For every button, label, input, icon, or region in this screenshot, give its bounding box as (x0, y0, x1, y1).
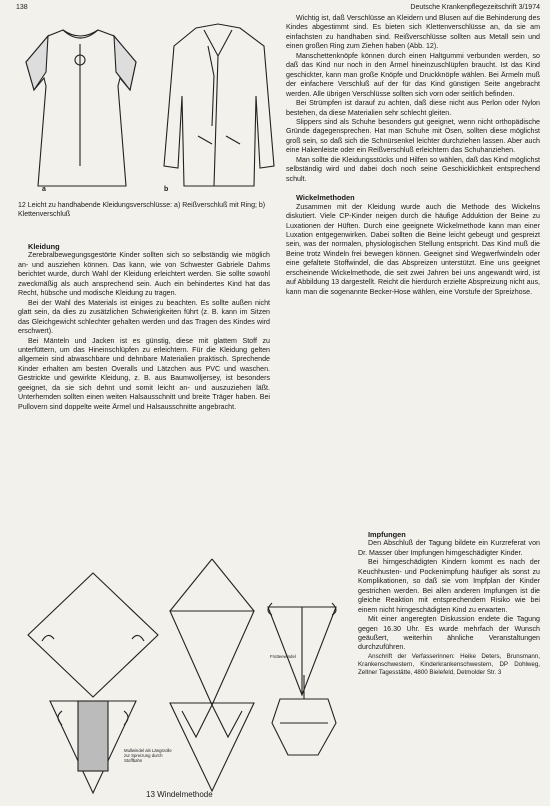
page-header (16, 4, 540, 14)
figure-12-garments (18, 16, 276, 194)
figure-12-caption: 12 Leicht zu handhabende Kleidungsverschlüsse: a) Reißverschluß mit Ring; b) Klettenverschluß (18, 202, 266, 218)
author-address: Anschrift der Verfasserinnen: Heike Deters, Brunsmann, Krankenschwestern, Kinderkrankenschwestern, DP Dohlweg, Zeltner Tagesstätte, 4800 Bielefeld, Detmolder Str. 3 (358, 652, 540, 676)
figure-13-diaper-folding (18, 555, 354, 801)
figure-12-label-a: a (42, 186, 46, 193)
paragraph: Den Abschluß der Tagung bildete ein Kurzreferat von Dr. Masser über Impfungen hirngeschädigter Kinder. (358, 539, 540, 557)
figure-13-label-frottee: Frotteewindel (270, 654, 296, 659)
paragraph: Slippers sind als Schuhe besonders gut geeignet, wenn nicht orthopädische Gründe dagegensprechen. Hat man Schuhe mit Ösen, sollten diese möglichst groß sein, so daß sich die Schnürsenkel leichter durchziehen lassen. Aber auch eine Hakenleiste oder ein Reißverschluß erleichtern das Schuhanziehen. (286, 117, 540, 155)
section-title-impfungen: Impfungen (368, 530, 406, 539)
paragraph: Wichtig ist, daß Verschlüsse an Kleidern und Blusen auf die Behinderung des Kindes abgestimmt sind. Es bieten sich Klettenverschlüsse an, da sie am einfachsten zu handhaben sind. Reißverschlüsse sollten aus Metall sein und einen großen Ring zum Ziehen haben (Abb. 12). (286, 14, 540, 51)
journal-title: Deutsche Krankenpflegezeitschrift 3/1974 (410, 4, 540, 11)
fold-step-3 (268, 603, 336, 695)
fold-step-1 (28, 573, 158, 697)
paragraph: Bei der Wahl des Materials ist einiges zu beachten. Es sollte außen nicht glatt sein, da dies zu zusätzlichen Schwierigkeiten führt (z. B. kann im Sitzen das Gleichgewicht schlechter gehalten werden und das Tragen des Kindes wird erschwert). (18, 298, 270, 336)
paragraph: Zerebralbewegungsgestörte Kinder sollten sich so selbständig wie möglich an- und ausziehen können. Das kann, wie von Schwester Gabriele Dahms berichtet wurde, durch Wahl der Kleidung erleichtert werden. Sie sollte sowohl zweckmäßig als auch ansprechend sein. Auch ein behindertes Kind hat das Recht, hübsche und modische Kleidung zu tragen. (18, 251, 270, 298)
left-column (18, 242, 270, 412)
paragraph: Manschettenknöpfe können durch einen Haltgummi verbunden werden, so daß das Kind nur noch in den Ärmel hineinzuschlüpfen braucht. Ist das Kind geschickter, kann man große Knöpfe und Druckknöpfe wählen. Bei Ärmeln muß der einfachere Verschluß auf der für das Kind günstigen Seite angebracht werden. Alle übrigen Verschlüsse sollten sich vorn oder seitlich befinden. (286, 51, 540, 98)
paragraph: Mit einer angeregten Diskussion endete die Tagung gegen 16.30 Uhr. Es wurde mehrfach der Wunsch geäußert, weiterhin ähnliche Veranstaltungen durchzuführen. (358, 615, 540, 652)
paragraph: Bei Mänteln und Jacken ist es günstig, diese mit glattem Stoff zu unterfüttern, um das Hineinschlüpfen zu erleichtern. Für die Kleidung gelten allgemein sind abwaschbare und dehnbare Materialien praktisch. Sprechende Kinder erhalten am besten Overalls und Lätzchen aus PVC und waschen. Gestrickte und gewirkte Kleidung, z. B. aus Baumwolljersey, ist besonders geeignet, da sie sich dehnt und somit leicht an- und auszuziehen läßt. Unterhemden sollten einen weiten Halsausschnitt und breite Träger haben. Bei Pullovern sind doppelte weite Ärmel und Halsausschnitte angebracht. (18, 336, 270, 411)
page-number: 138 (16, 4, 28, 11)
paragraph: Man sollte die Kleidungsstücks und Hilfen so wählen, daß das Kind möglichst selbständig wird und dabei doch noch seine Geschicklichkeit entsprechend schult. (286, 155, 540, 183)
figure-13-caption: 13 Windelmethode (146, 790, 213, 799)
paragraph: Zusammen mit der Kleidung wurde auch die Methode des Wickelns diskutiert. Viele CP-Kinder neigen durch die häufige Adduktion der Beine zu Luxationen der Hüften. Durch eine geeignete Wickelmethode kann man einer Luxation entgegenwirken. Dabei sollten die Beine leicht gebeugt und gespreizt sein, was der normalen, physiologischen Stellung entspricht. Das Kind muß die Beine trotz Windeln frei bewegen können. Geeignet sind Wegwerfwindeln oder eine gefaltete Stoffwindel, die das Abspreizen unterstützt. Eine uns geeignet erscheinende Wickelmethode, die seit zwei Jahren bei uns angewandt wird, ist auf Abbildung 13 dargestellt. Reicht die hierdurch erzielte Abspreizung nicht aus, kann man die sogenannte Becker-Hose wählen, eine Vorstufe der Spreizhose. (286, 202, 540, 296)
fold-step-6 (272, 675, 336, 755)
paragraph: Bei Strümpfen ist darauf zu achten, daß diese nicht aus Perlon oder Nylon bestehen, da diese Materialien sehr schlecht gleiten. (286, 99, 540, 117)
impfungen-column (358, 530, 540, 677)
fold-step-4 (50, 701, 136, 793)
section-title-wickelmethoden: Wickelmethoden (296, 193, 355, 203)
fold-step-2 (170, 559, 254, 705)
dress-zipper-drawing (26, 30, 136, 186)
section-title-kleidung: Kleidung (28, 242, 60, 251)
coat-velcro-drawing (164, 24, 274, 186)
figure-12-label-b: b (164, 186, 169, 193)
fold-step-5 (170, 703, 254, 791)
right-column (286, 14, 540, 297)
figure-13-label-mull: Mullwindel als Längsrolle zur Spreizung durch Stoffbahn (124, 748, 172, 763)
paragraph: Bei hirngeschädigten Kindern kommt es nach der Keuchhusten- und Pockenimpfung häufiger als sonst zu Komplikationen, so daß sie vom Impfplan der Kinder gestrichen werden. Bei allen anderen Impfungen ist die gleiche Reaktion mit entsprechendem Risiko wie bei einem nicht hirngeschädigten Kind zu erwarten. (358, 558, 540, 614)
